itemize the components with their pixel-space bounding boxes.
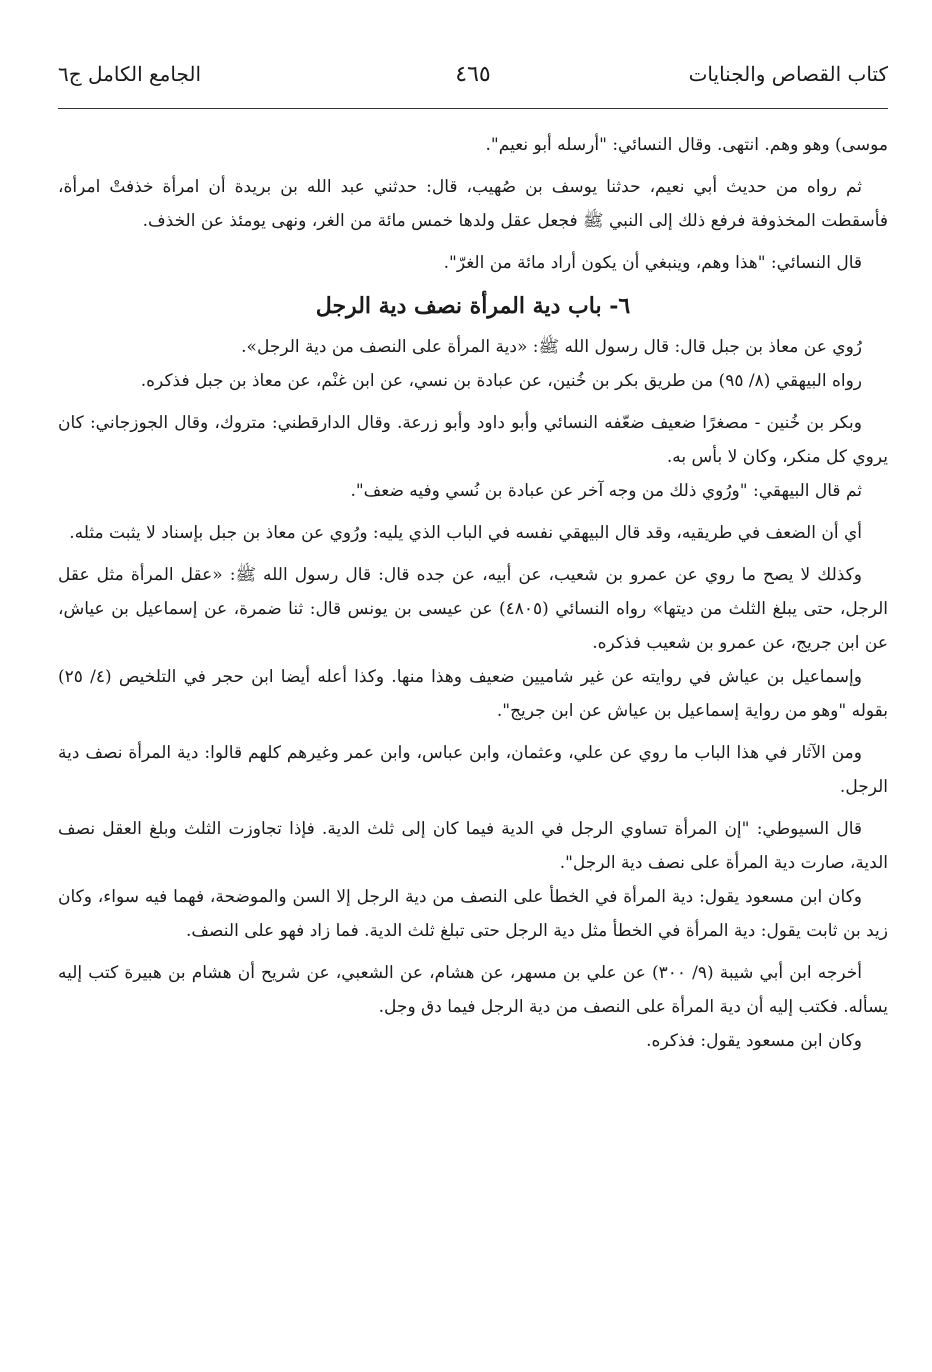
section-heading: ٦- باب دية المرأة نصف دية الرجل xyxy=(315,293,631,319)
paragraph: أي أن الضعف في طريقيه، وقد قال البيهقي نفسه في الباب الذي يليه: ورُوي عن معاذ بن جبل بإسناد لا يثبت مثله. xyxy=(69,523,862,543)
book-title: كتاب القصاص والجنايات xyxy=(688,62,888,86)
paragraph: وكان ابن مسعود يقول: فذكره. xyxy=(646,1031,862,1051)
paragraph: وإسماعيل بن عياش في روايته عن غير شاميين ضعيف وهذا منها. وكذا أعله أيضا ابن حجر في التلخيص (٤/ ٢٥) بقوله "وهو من رواية إسماعيل بن عياش عن ابن جريج". xyxy=(58,667,888,721)
page-header xyxy=(58,62,888,102)
paragraph: موسى) وهو وهم. انتهى. وقال النسائي: "أرسله أبو نعيم". xyxy=(485,135,888,155)
paragraph: رُوي عن معاذ بن جبل قال: قال رسول الله ﷺ: «دية المرأة على النصف من دية الرجل». xyxy=(241,337,862,357)
paragraph: أخرجه ابن أبي شيبة (٩/ ٣٠٠) عن علي بن مسهر، عن هشام، عن الشعبي، عن شريح أن هشام بن هبيرة كتب إليه يسأله. فكتب إليه أن دية المرأة على النصف من دية الرجل فيما دق وجل. xyxy=(58,963,888,1017)
paragraph: وكان ابن مسعود يقول: دية المرأة في الخطأ على النصف من دية الرجل إلا السن والموضحة، فهما فيه سواء، وكان زيد بن ثابت يقول: دية المرأة في الخطأ مثل دية الرجل حتى تبلغ ثلث الدية. فما زاد فهو على النصف. xyxy=(58,887,888,941)
paragraph: قال النسائي: "هذا وهم، وينبغي أن يكون أراد مائة من الغرّ". xyxy=(443,253,862,273)
paragraph: ثم رواه من حديث أبي نعيم، حدثنا يوسف بن صُهيب، قال: حدثني عبد الله بن بريدة أن امرأة خذفتْ امرأة، فأسقطت المخذوفة فرفع ذلك إلى النبي ﷺ فجعل عقل ولدها خمس مائة من الغر، ونهى يومئذ عن الخذف. xyxy=(58,177,888,231)
series-title: الجامع الكامل ج٦ xyxy=(58,62,202,86)
paragraph: وكذلك لا يصح ما روي عن عمرو بن شعيب، عن أبيه، عن جده قال: قال رسول الله ﷺ: «عقل المرأة مثل عقل الرجل، حتى يبلغ الثلث من ديتها» رواه النسائي (٤٨٠٥) عن عيسى بن يونس قال: ثنا ضمرة، عن إسماعيل بن عياش، عن ابن جريج، عن عمرو بن شعيب فذكره. xyxy=(58,565,888,653)
paragraph: رواه البيهقي (٨/ ٩٥) من طريق بكر بن خُنين، عن عبادة بن نسي، عن ابن غنْم، عن معاذ بن جبل فذكره. xyxy=(140,371,862,391)
page-body xyxy=(58,128,888,1058)
paragraph: قال السيوطي: "إن المرأة تساوي الرجل في الدية فيما كان إلى ثلث الدية. فإذا تجاوزت الثلث وبلغ العقل نصف الدية، صارت دية المرأة على نصف دية الرجل". xyxy=(58,819,888,873)
book-page xyxy=(58,0,888,1372)
paragraph: ثم قال البيهقي: "ورُوي ذلك من وجه آخر عن عبادة بن نُسي وفيه ضعف". xyxy=(350,481,862,501)
header-divider xyxy=(58,108,888,109)
paragraph: وبكر بن خُنين - مصغرًا ضعيف ضعّفه النسائي وأبو داود وأبو زرعة. وقال الدارقطني: متروك، وقال الجوزجاني: كان يروي كل منكر، وكان لا بأس به. xyxy=(58,413,888,467)
page-number: ٤٦٥ xyxy=(455,62,491,87)
paragraph: ومن الآثار في هذا الباب ما روي عن علي، وعثمان، وابن عباس، وابن عمر وغيرهم كلهم قالوا: دية المرأة نصف دية الرجل. xyxy=(58,743,888,797)
